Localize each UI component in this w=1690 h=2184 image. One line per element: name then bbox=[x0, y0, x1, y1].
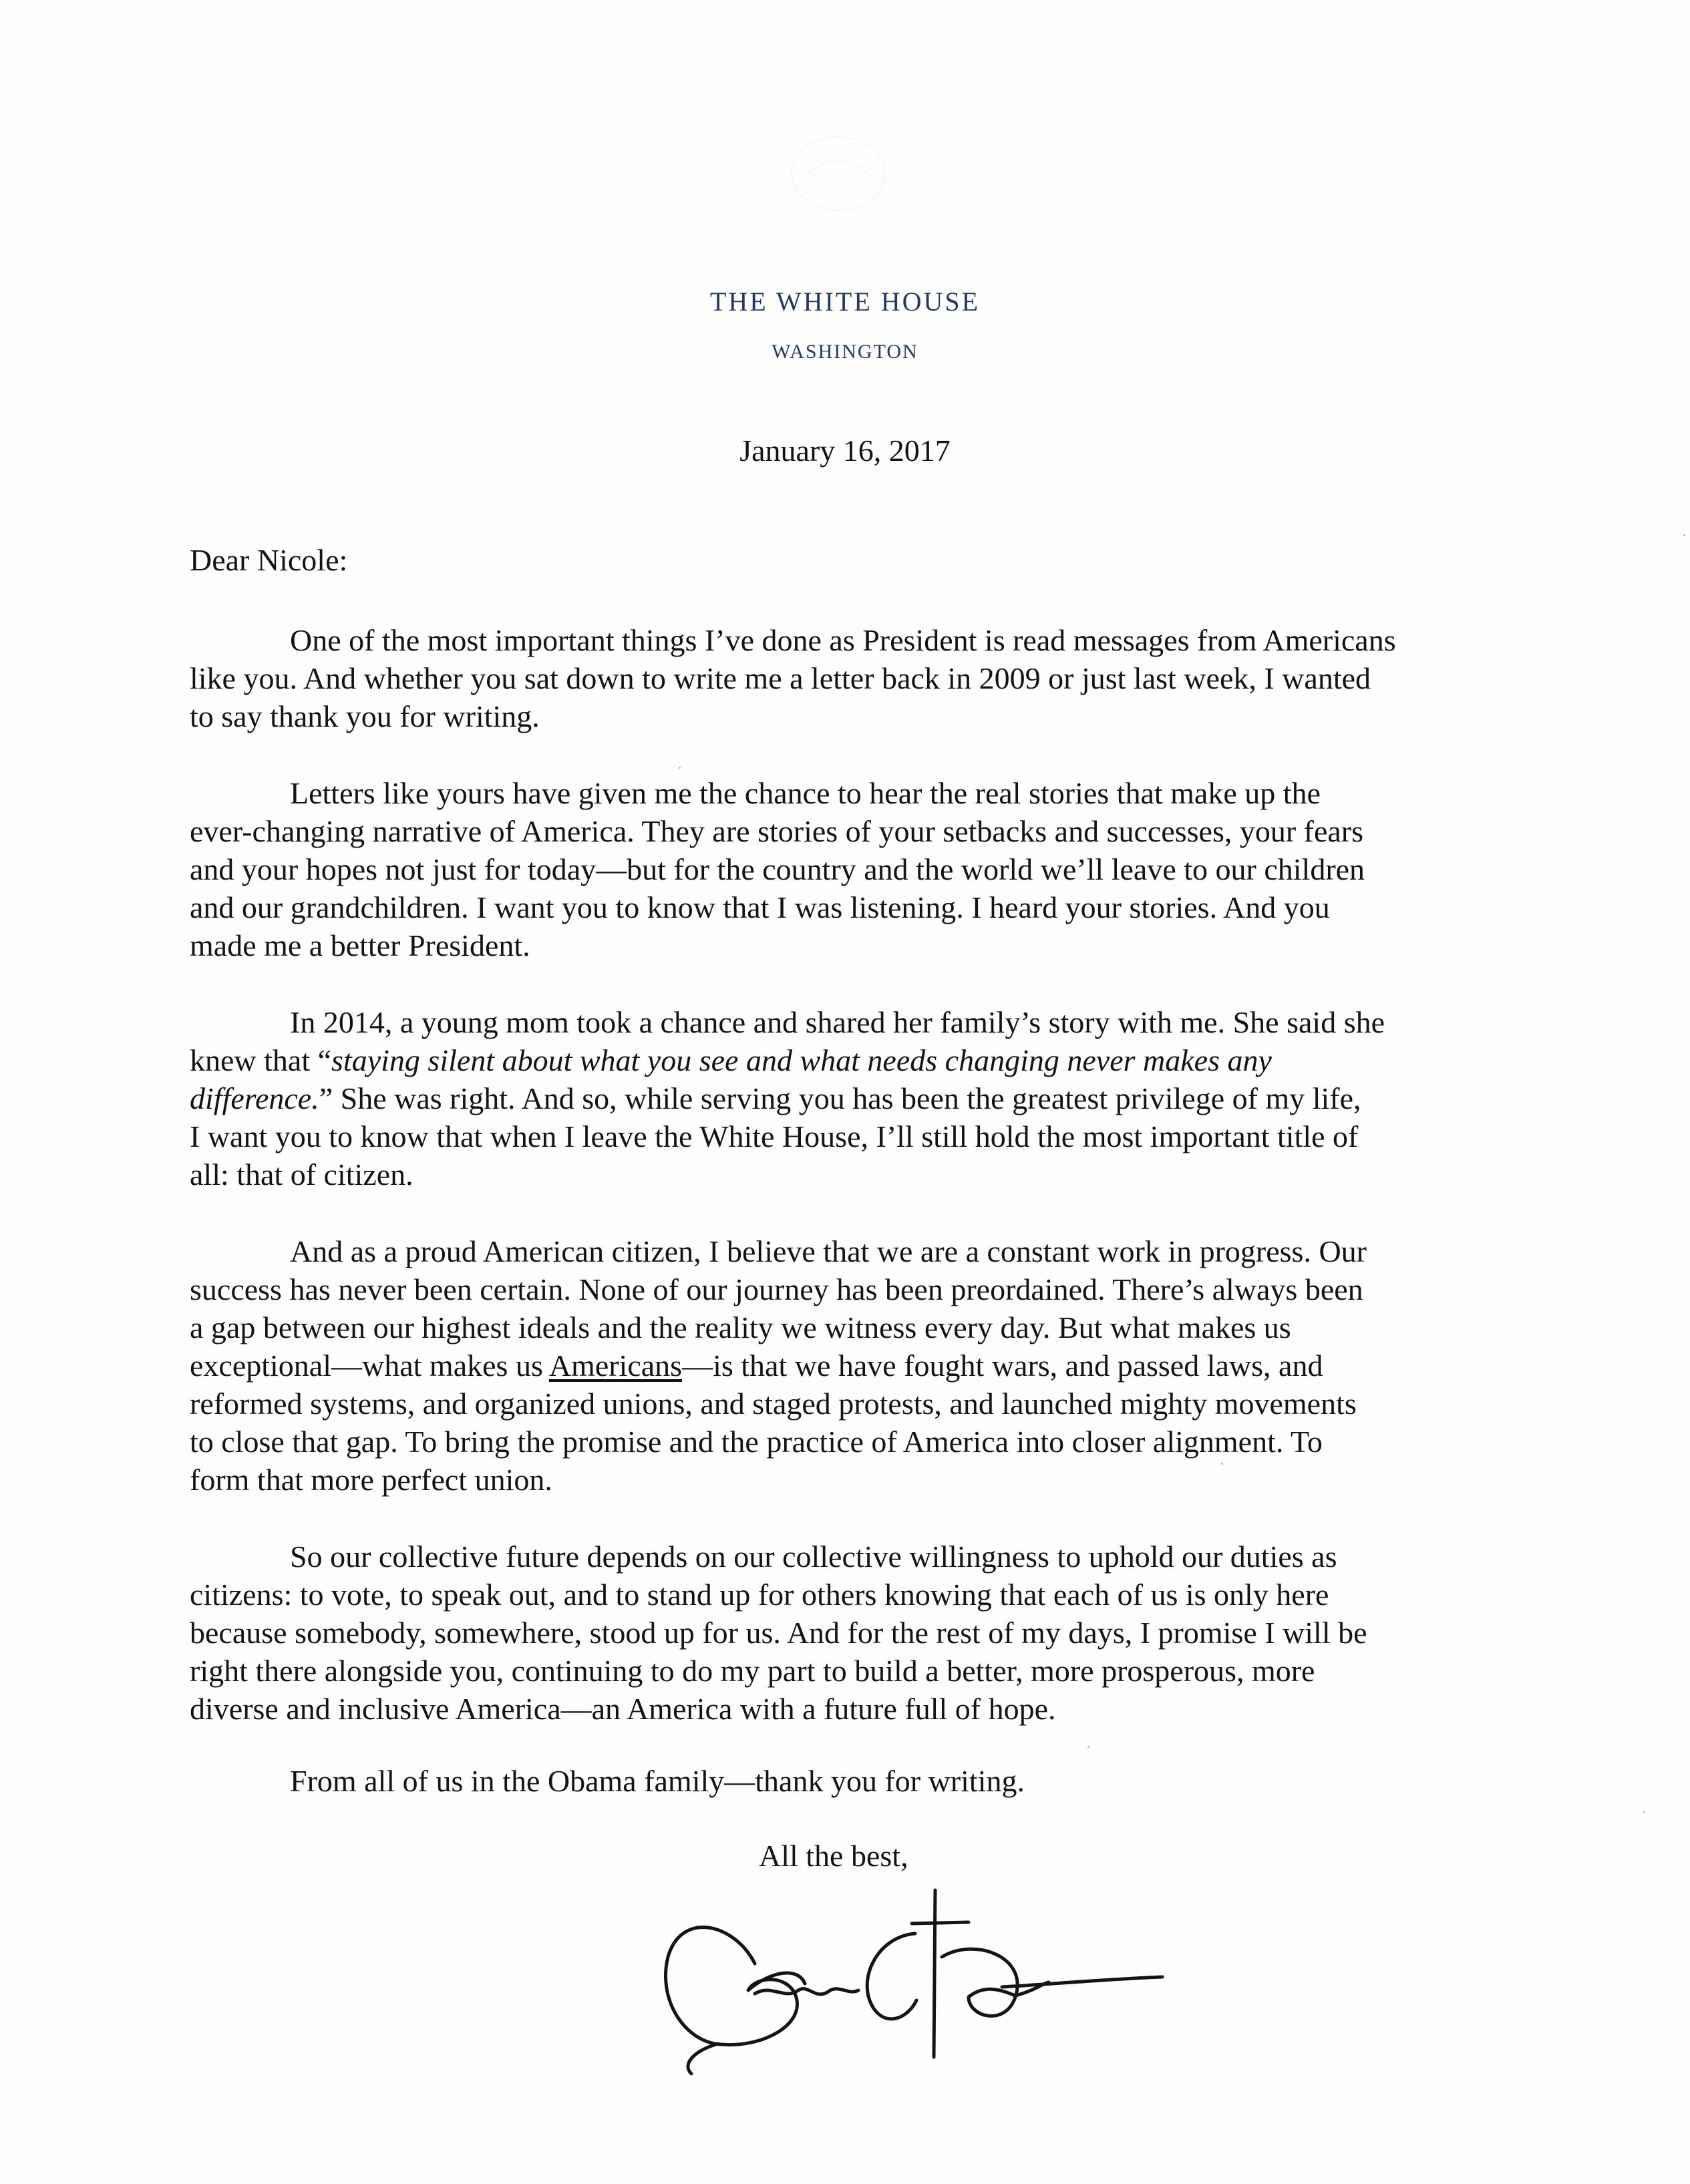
paragraph-line: One of the most important things I’ve done as President is read messages from Americans bbox=[290, 623, 1396, 657]
paragraph-line: like you. And whether you sat down to write me a letter back in 2009 or just last week, I wanted bbox=[190, 661, 1371, 695]
quote-intro: knew that “ bbox=[190, 1043, 332, 1077]
paragraph-line: form that more perfect union. bbox=[190, 1463, 552, 1497]
paragraph-line: all: that of citizen. bbox=[190, 1157, 413, 1192]
paragraph-line: made me a better President. bbox=[190, 928, 530, 962]
letterhead-subtitle: WASHINGTON bbox=[772, 341, 918, 363]
paragraph-line: to close that gap. To bring the promise and the practice of America into closer alignment. To bbox=[190, 1425, 1323, 1459]
paragraph-line: to say thank you for writing. bbox=[190, 699, 540, 733]
paragraph-line: and your hopes not just for today—but for the country and the world we’ll leave to our children bbox=[190, 852, 1365, 886]
letter-date: January 16, 2017 bbox=[739, 433, 951, 468]
paragraph-line: because somebody, somewhere, stood up for us. And for the rest of my days, I promise I will be bbox=[190, 1616, 1367, 1650]
paragraph-line: And as a proud American citizen, I believe that we are a constant work in progress. Our bbox=[290, 1234, 1367, 1268]
letter-body bbox=[190, 621, 1512, 1767]
paragraph-line: I want you to know that when I leave the White House, I’ll still hold the most important title of bbox=[190, 1119, 1359, 1153]
line-text: ” She was right. And so, while serving you has been the greatest privilege of my life, bbox=[319, 1081, 1361, 1115]
paragraph-line: In 2014, a young mom took a chance and shared her family’s story with me. She said she bbox=[290, 1005, 1385, 1039]
paragraph-line: success has never been certain. None of our journey has been preordained. There’s always been bbox=[190, 1272, 1363, 1306]
paragraph-line: Letters like yours have given me the chance to hear the real stories that make up the bbox=[290, 776, 1321, 810]
paragraph-line bbox=[190, 1079, 1512, 1117]
line-text: exceptional—what makes us bbox=[190, 1348, 549, 1383]
paragraph-line bbox=[190, 1346, 1512, 1385]
underlined-word: Americans bbox=[548, 1348, 683, 1383]
paragraph-line: diverse and inclusive America—an America with a future full of hope. bbox=[190, 1692, 1056, 1726]
scan-speck bbox=[1683, 534, 1685, 536]
salutation: Dear Nicole: bbox=[190, 543, 348, 577]
signoff: All the best, bbox=[759, 1839, 908, 1873]
line-text: —is that we have fought wars, and passed laws, and bbox=[682, 1348, 1323, 1383]
paragraph-line: and our grandchildren. I want you to know that I was listening. I heard your stories. And you bbox=[190, 890, 1330, 924]
paragraph-line: right there alongside you, continuing to do my part to build a better, more prosperous, more bbox=[190, 1654, 1315, 1688]
scan-speck bbox=[1087, 1746, 1089, 1748]
quoted-text: staying silent about what you see and what needs changing never makes any bbox=[331, 1043, 1272, 1077]
faint-seal-emblem-icon bbox=[788, 134, 888, 214]
paragraph-2 bbox=[190, 774, 1512, 964]
quoted-text: difference. bbox=[190, 1081, 319, 1115]
closing-line: From all of us in the Obama family—thank you for writing. bbox=[290, 1764, 1025, 1798]
paragraph-line: citizens: to vote, to speak out, and to stand up for others knowing that each of us is only here bbox=[190, 1578, 1329, 1612]
paragraph-4 bbox=[190, 1232, 1512, 1499]
scan-speck bbox=[1643, 1811, 1645, 1813]
letterhead-title: THE WHITE HOUSE bbox=[709, 287, 981, 317]
handwritten-signature-icon bbox=[655, 1883, 1176, 2084]
paragraph-5 bbox=[190, 1537, 1512, 1728]
paragraph-1 bbox=[190, 621, 1512, 735]
paragraph-line bbox=[190, 1041, 1512, 1079]
paragraph-line: ever-changing narrative of America. They are stories of your setbacks and successes, your fears bbox=[190, 814, 1364, 848]
paragraph-line: reformed systems, and organized unions, and staged protests, and launched mighty movements bbox=[190, 1387, 1357, 1421]
paragraph-line: So our collective future depends on our collective willingness to uphold our duties as bbox=[290, 1539, 1337, 1574]
scan-speck bbox=[679, 767, 681, 769]
scan-speck bbox=[1221, 1463, 1223, 1465]
paragraph-line: a gap between our highest ideals and the reality we witness every day. But what makes us bbox=[190, 1310, 1291, 1344]
paragraph-3 bbox=[190, 1003, 1512, 1194]
